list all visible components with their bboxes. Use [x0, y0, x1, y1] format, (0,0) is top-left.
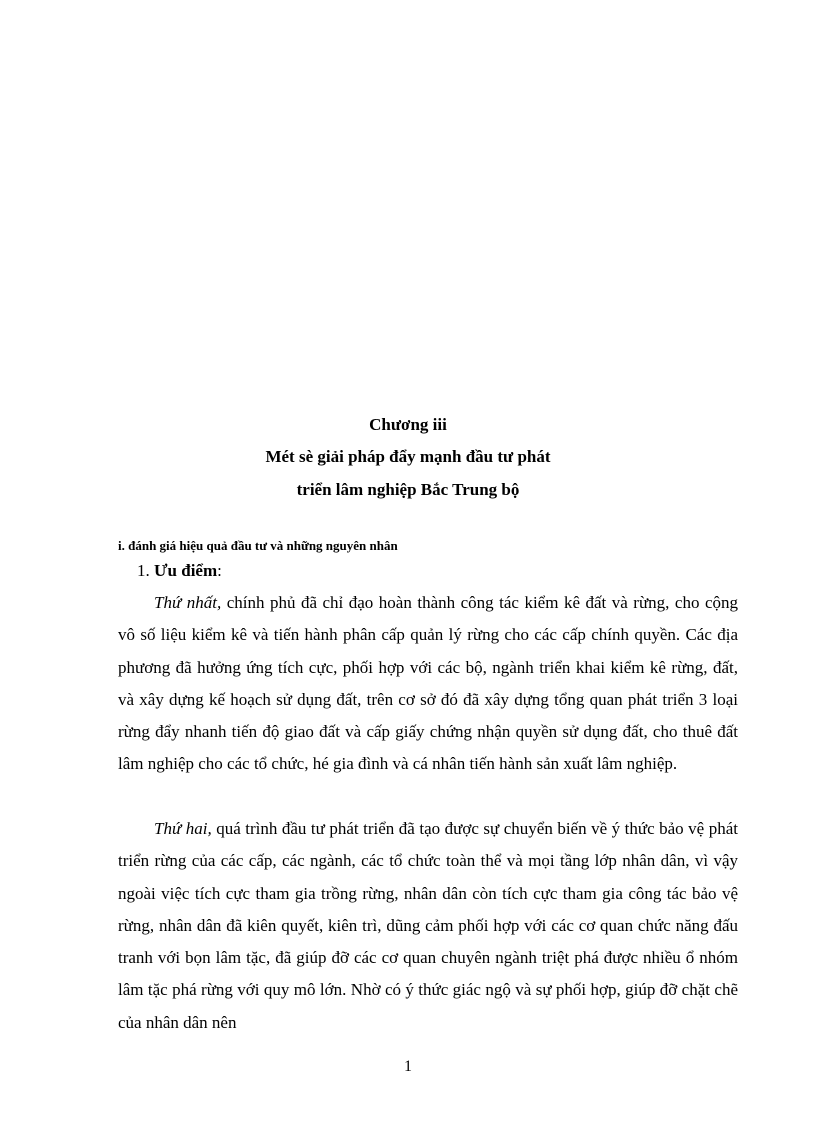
subsection-colon: : — [217, 561, 222, 580]
paragraph-second — [118, 813, 738, 1039]
paragraph-second-lead: Thứ hai, — [154, 819, 212, 838]
chapter-title-line-2: triển lâm nghiệp Bắc Trung bộ — [296, 480, 520, 499]
paragraph-first — [118, 587, 738, 781]
subsection-number: 1. — [137, 561, 150, 580]
paragraph-first-lead: Thứ nhất, — [154, 593, 222, 612]
section-heading: i. đánh giá hiệu quả đầu tư và những nguyên nhân — [118, 538, 398, 553]
paragraph-second-text: quá trình đầu tư phát triển đã tạo được sự chuyển biến về ý thức bảo vệ phát triển rừng của các cấp, các ngành, các tổ chức toàn thể và mọi tầng lớp nhân dân, vì vậy ngoài việc tích cực tham gia trồng rừng, nhân dân còn tích cực tham gia công tác bảo vệ rừng, nhân dân đã kiên quyết, kiên trì, dũng cảm phối hợp với các cơ quan chức năng đấu tranh với bọn lâm tặc, đã giúp đỡ các cơ quan chuyên ngành triệt phá được nhiều ổ nhóm lâm tặc phá rừng với quy mô lớn. Nhờ có ý thức giác ngộ và sự phối hợp, giúp đỡ chặt chẽ của nhân dân nên — [118, 819, 739, 1032]
chapter-title-line-1: Mét sè giải pháp đẩy mạnh đầu tư phát — [265, 447, 551, 466]
paragraph-first-text: chính phủ đã chỉ đạo hoàn thành công tác kiểm kê đất và rừng, cho cộng vô số liệu kiểm kê và tiến hành phân cấp quản lý rừng cho các cấp chính quyền. Các địa phương đã hưởng ứng tích cực, phối hợp với các bộ, ngành triển khai kiểm kê rừng, đất, và xây dựng kế hoạch sử dụng đất, trên cơ sở đó đã xây dựng tổng quan phát triển 3 loại rừng đẩy nhanh tiến độ giao đất và cấp giấy chứng nhận quyền sử dụng đất, cho thuê đất lâm nghiệp cho các tổ chức, hé gia đình và cá nhân tiến hành sản xuất lâm nghiệp. — [118, 593, 738, 774]
page-number: 1 — [404, 1058, 412, 1075]
chapter-number: Chương iii — [369, 415, 447, 434]
subsection-heading — [137, 560, 222, 582]
subsection-title: Ưu điểm — [154, 561, 218, 580]
